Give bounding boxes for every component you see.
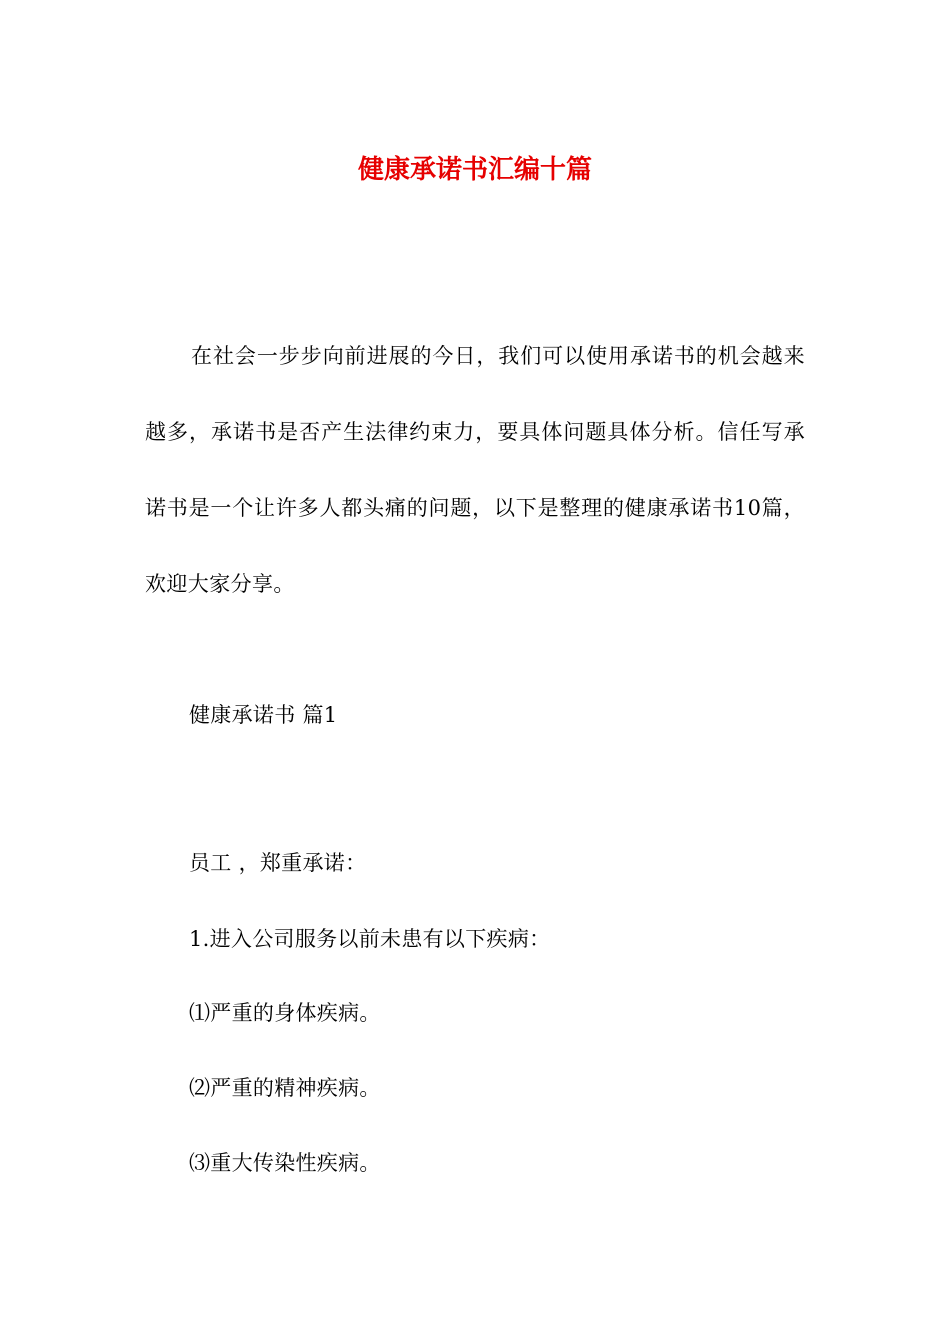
list-item: ⑶重大传染性疾病。 [189, 1151, 381, 1175]
employee-pledge-line: 员工 ，郑重承诺： [189, 851, 367, 875]
intro-paragraph: 在社会一步步向前进展的今日，我们可以使用承诺书的机会越来越多，承诺书是否产生法律约束力，要具体问题具体分析。信任写承诺书是一个让许多人都头痛的问题，以下是整理的健康承诺书10篇，欢迎大家分享。 [145, 344, 805, 596]
list-item: ⑴严重的身体疾病。 [189, 1001, 381, 1025]
list-item: ⑵严重的精神疾病。 [189, 1076, 381, 1100]
section-heading: 健康承诺书 篇1 [189, 703, 338, 727]
list-item: 1.进入公司服务以前未患有以下疾病： [189, 927, 551, 951]
document-title: 健康承诺书汇编十篇 [357, 155, 592, 186]
